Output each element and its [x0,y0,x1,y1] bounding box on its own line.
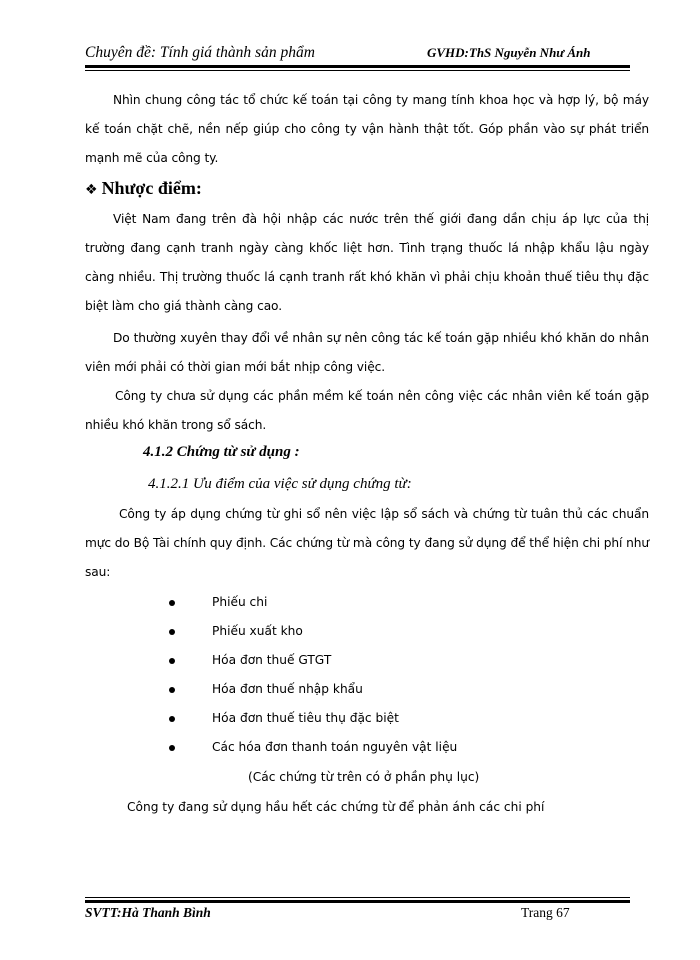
section-4-1-2-1-heading: 4.1.2.1 Ưu điểm của việc sử dụng chứng từ: [148,476,412,492]
diamond-bullet-icon: ❖ [85,182,98,198]
header-advisor: GVHD:ThS Nguyễn Như Ánh [427,45,591,60]
bullet-dot-icon [169,629,175,635]
footer-rule-thin [85,897,630,898]
header-rule-thick [85,65,630,68]
weakness-title: Nhược điểm: [101,178,202,198]
documents-paragraph: Công ty áp dụng chứng từ ghi sổ nên việc lập sổ sách và chứng từ tuân thủ các chuẩn mực do Bộ Tài chính quy định. Các chứng từ mà công ty đang sử dụng để thể hiện chi phí như sau: [85,507,649,579]
footer-page-number: Trang 67 [521,905,570,920]
section-4-1-2-heading: 4.1.2 Chứng từ sử dụng : [143,444,300,460]
closing-sentence: Công ty đang sử dụng hầu hết các chứng từ để phản ánh các chi phí [127,800,545,814]
weakness-paragraph-3: Công ty chưa sử dụng các phần mềm kế toán nên công việc các nhân viên kế toán gặp nhiều khó khăn trong sổ sách. [85,389,649,432]
appendix-note: (Các chứng từ trên có ở phần phụ lục) [248,770,480,784]
footer-student: SVTT:Hà Thanh Bình [85,905,211,920]
header-rule-thin [85,70,630,71]
weakness-paragraph-1: Việt Nam đang trên đà hội nhập các nước trên thế giới đang dần chịu áp lực của thị trường đang cạnh tranh ngày càng khốc liệt hơn. Tình trạng thuốc lá nhập khẩu lậu ngày càng nhiều. Thị trường thuốc lá cạnh tranh rất khó khăn vì phải chịu khoản thuế tiêu thụ đặc biệt làm cho giá thành càng cao. [85,212,649,313]
bullet-dot-icon [169,600,175,606]
bullet-dot-icon [169,687,175,693]
weakness-heading [85,178,202,199]
intro-paragraph: Nhìn chung công tác tổ chức kế toán tại công ty mang tính khoa học và hợp lý, bộ máy kế toán chặt chẽ, nền nếp giúp cho công ty vận hành thật tốt. Góp phần vào sự phát triển mạnh mẽ của công ty. [85,93,649,165]
header-topic: Chuyên đề: Tính giá thành sản phẩm [85,44,315,61]
bullet-dot-icon [169,658,175,664]
footer-rule-thick [85,900,630,903]
bullet-dot-icon [169,745,175,751]
weakness-paragraph-2: Do thường xuyên thay đổi về nhân sự nên công tác kế toán gặp nhiều khó khăn do nhân viên mới phải có thời gian mới bắt nhịp công việc. [85,331,649,374]
bullet-dot-icon [169,716,175,722]
